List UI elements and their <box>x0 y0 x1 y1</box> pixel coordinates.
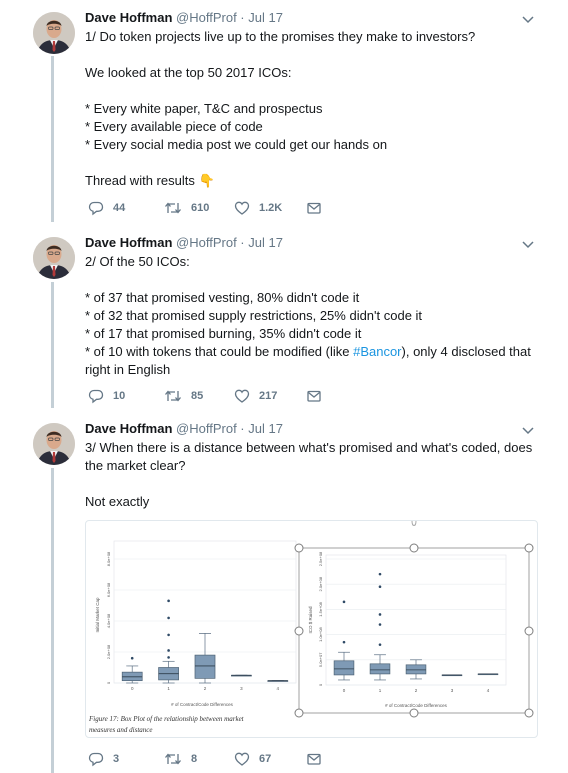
y-tick-label: 1.0e+08 <box>318 627 323 642</box>
tweet-line: We looked at the top 50 2017 ICOs: <box>85 65 292 80</box>
handle-and-time[interactable]: @HoffProf · Jul 17 <box>176 235 283 250</box>
pointing-down-emoji: 👇 <box>198 173 215 188</box>
tweet[interactable] <box>0 225 568 411</box>
tweet-line <box>85 154 540 172</box>
direct-message-button[interactable] <box>306 751 322 767</box>
avatar[interactable] <box>33 423 75 465</box>
outlier-point <box>167 617 170 620</box>
resize-handle[interactable] <box>525 709 533 717</box>
retweet-count: 8 <box>191 753 198 765</box>
outlier-point <box>379 573 382 576</box>
retweet-count: 85 <box>191 390 204 402</box>
tweet-line <box>85 475 540 493</box>
outlier-point <box>379 643 382 646</box>
x-tick-label: 4 <box>486 688 490 693</box>
reply-icon <box>88 388 104 404</box>
outlier-point <box>167 656 170 659</box>
y-tick-label: 0 <box>106 681 111 685</box>
tweet-line: * Every social media post we could get our hands on <box>85 137 388 152</box>
dm-icon <box>306 388 322 404</box>
handle-and-time[interactable]: @HoffProf · Jul 17 <box>176 10 283 25</box>
resize-handle[interactable] <box>295 544 303 552</box>
retweet-button[interactable] <box>164 751 234 767</box>
box <box>406 665 426 674</box>
x-tick-label: 0 <box>130 686 134 691</box>
outlier-point <box>167 649 170 652</box>
outlier-point <box>379 613 382 616</box>
resize-handle[interactable] <box>410 544 418 552</box>
x-tick-label: 1 <box>167 686 170 691</box>
tweet-line: the market clear? <box>85 458 186 473</box>
like-count: 1.2K <box>259 202 283 214</box>
tweet-image[interactable] <box>85 520 538 738</box>
hashtag-link[interactable]: #Bancor <box>353 344 402 359</box>
tweet-line: * of 32 that promised supply restrictions, 25% didn't code it <box>85 308 423 323</box>
y-tick-label: 2.0e+08 <box>318 576 323 592</box>
tweet-line: * Every white paper, T&C and prospectus <box>85 101 323 116</box>
avatar[interactable] <box>33 237 75 279</box>
x-tick-label: 2 <box>414 688 418 693</box>
figure-caption: measures and distance <box>89 726 153 734</box>
box <box>195 655 215 678</box>
resize-handle[interactable] <box>525 544 533 552</box>
reply-count: 3 <box>113 753 120 765</box>
tweet-line-text: Thread with results <box>85 173 195 188</box>
x-tick-label: 3 <box>450 688 454 693</box>
tweet[interactable] <box>0 0 568 225</box>
y-tick-label: 0 <box>318 683 323 687</box>
tweet-line <box>85 343 540 361</box>
y-tick-label: 5.0e+07 <box>318 652 323 668</box>
caret-down-icon[interactable] <box>521 237 535 251</box>
outlier-point <box>343 601 346 604</box>
x-tick-label: 4 <box>276 686 280 691</box>
author-name[interactable]: Dave Hoffman <box>85 421 173 436</box>
y-tick-label: 2.0e+08 <box>106 644 111 660</box>
right-y-axis-label: ICO $ Raised <box>308 606 313 634</box>
x-tick-label: 0 <box>342 688 346 693</box>
tweet-actions <box>88 751 322 767</box>
box <box>370 664 390 674</box>
x-tick-label: 3 <box>240 686 243 691</box>
like-button[interactable] <box>234 388 306 404</box>
tweet-header <box>85 10 540 26</box>
tweet-line <box>85 82 540 100</box>
retweet-button[interactable] <box>164 200 234 216</box>
retweet-button[interactable] <box>164 388 234 404</box>
tweet-line: 2/ Of the 50 ICOs: <box>85 254 190 269</box>
reply-icon <box>88 200 104 216</box>
tweet-header <box>85 421 540 437</box>
tweet-line-text: * of 10 with tokens that could be modified (like <box>85 344 354 359</box>
tweet-header <box>85 235 540 251</box>
outlier-point <box>131 657 134 660</box>
avatar[interactable] <box>33 12 75 54</box>
caret-down-icon[interactable] <box>521 423 535 437</box>
left-y-axis-label: Initial Market Cap <box>95 597 100 633</box>
handle-and-time[interactable]: @HoffProf · Jul 17 <box>176 421 283 436</box>
box-plot-figure <box>86 521 538 738</box>
author-name[interactable]: Dave Hoffman <box>85 10 173 25</box>
caret-down-icon[interactable] <box>521 12 535 26</box>
dm-icon <box>306 200 322 216</box>
tweet-line: 1/ Do token projects live up to the promises they make to investors? <box>85 29 476 44</box>
outlier-point <box>167 600 170 603</box>
tweet-line <box>85 172 540 190</box>
tweet-line: right in English <box>85 362 171 377</box>
retweet-icon <box>164 388 182 404</box>
resize-handle[interactable] <box>525 627 533 635</box>
like-count: 67 <box>259 753 272 765</box>
tweet-line-text: ), only 4 disclosed that <box>401 344 531 359</box>
like-button[interactable] <box>234 200 306 216</box>
like-icon <box>234 200 250 216</box>
left-x-axis-label: # of Contract/Code Differences <box>171 702 233 707</box>
author-name[interactable]: Dave Hoffman <box>85 235 173 250</box>
like-button[interactable] <box>234 751 306 767</box>
tweet-text <box>85 28 540 190</box>
direct-message-button[interactable] <box>306 200 322 216</box>
tweet-line: Not exactly <box>85 494 150 509</box>
tweet-line <box>85 271 540 289</box>
y-tick-label: 1.5e+08 <box>318 602 323 617</box>
y-tick-label: 8.0e+08 <box>106 551 111 567</box>
reply-button[interactable] <box>88 751 164 767</box>
resize-handle[interactable] <box>295 709 303 717</box>
tweet-text <box>85 253 540 379</box>
tweet-actions <box>88 200 322 216</box>
y-tick-label: 6.0e+08 <box>106 582 111 598</box>
x-tick-label: 1 <box>378 688 382 693</box>
figure-caption: Figure 17: Box Plot of the relationship between market <box>89 715 244 723</box>
outlier-point <box>379 623 382 626</box>
outlier-point <box>167 634 170 637</box>
like-icon <box>234 388 250 404</box>
x-tick-label: 2 <box>203 686 207 691</box>
resize-handle[interactable] <box>410 709 418 717</box>
reply-icon <box>88 751 104 767</box>
rotate-handle[interactable] <box>412 521 416 526</box>
y-tick-label: 2.5e+08 <box>318 551 323 567</box>
resize-handle[interactable] <box>295 627 303 635</box>
like-icon <box>234 751 250 767</box>
retweet-icon <box>164 751 182 767</box>
tweet-line: * of 37 that promised vesting, 80% didn't code it <box>85 290 360 305</box>
direct-message-button[interactable] <box>306 388 322 404</box>
dm-icon <box>306 751 322 767</box>
tweet-line <box>85 46 540 64</box>
box <box>334 661 354 675</box>
retweet-count: 610 <box>191 202 210 214</box>
retweet-icon <box>164 200 182 216</box>
tweet-actions <box>88 388 322 404</box>
right-x-axis-label: # of Contract/Code Differences <box>385 703 447 708</box>
like-count: 217 <box>259 390 278 402</box>
reply-count: 44 <box>113 202 126 214</box>
tweet-line: 3/ When there is a distance between what's promised and what's coded, does <box>85 440 533 455</box>
tweet-line: * of 17 that promised burning, 35% didn't code it <box>85 326 362 341</box>
reply-count: 10 <box>113 390 126 402</box>
tweet-line: * Every available piece of code <box>85 119 263 134</box>
reply-button[interactable] <box>88 388 164 404</box>
outlier-point <box>379 585 382 588</box>
tweet-text <box>85 439 540 511</box>
outlier-point <box>343 641 346 644</box>
reply-button[interactable] <box>88 200 164 216</box>
y-tick-label: 4.0e+08 <box>106 613 111 629</box>
